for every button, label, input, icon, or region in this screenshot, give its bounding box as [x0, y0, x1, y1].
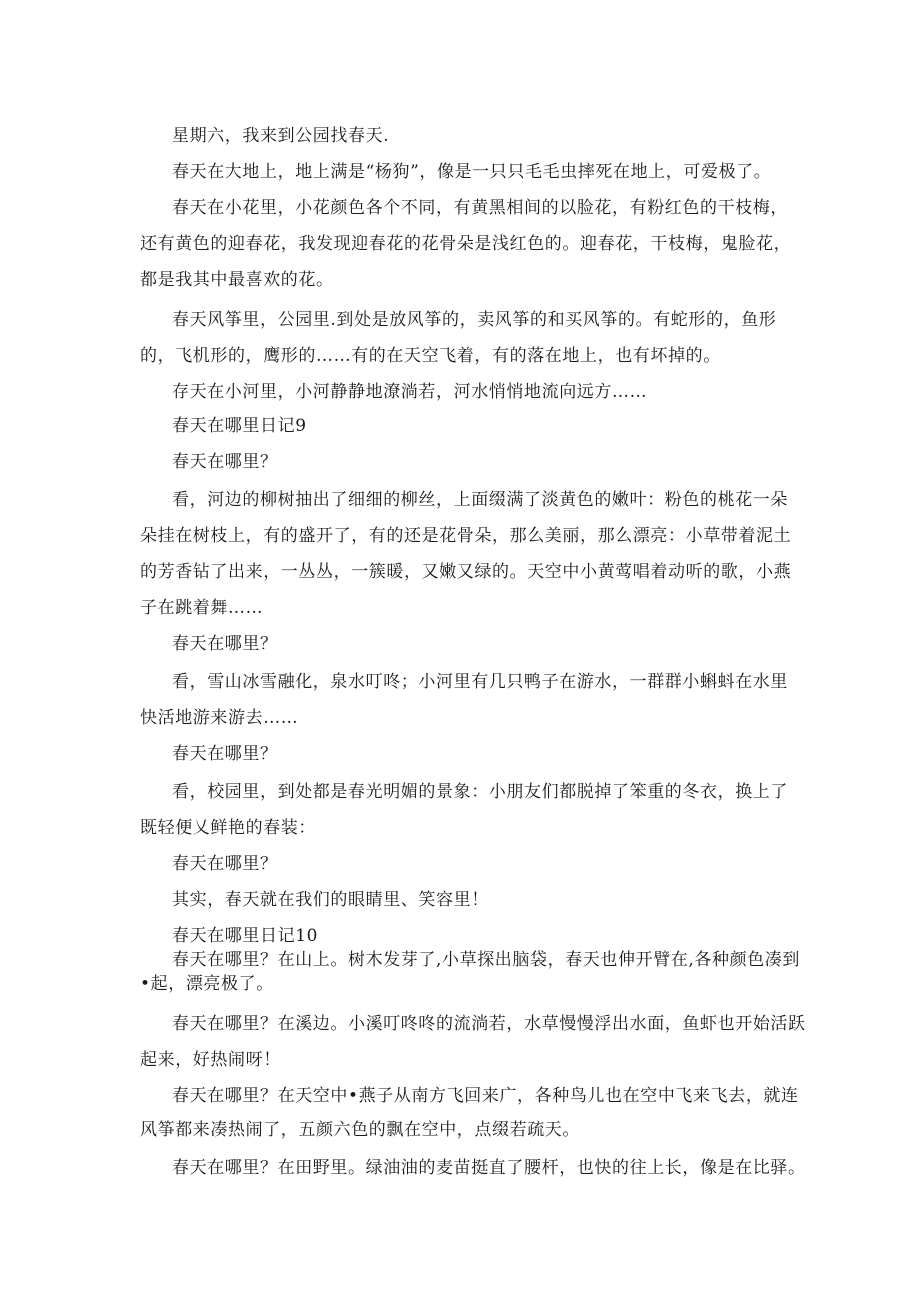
text-line: 春天在哪里？: [172, 744, 278, 764]
text-line: 春天在哪里？: [172, 634, 278, 654]
text-line: 春天在小花里，小花颜色各个不同，有黄黑相间的以脸花，有粉红色的干枝梅，: [172, 198, 788, 218]
text-line: 春天在哪里？在天空中•燕子从南方飞回来广，各种鸟儿也在空中飞来飞去，就连: [172, 1086, 799, 1106]
text-line: 既轻便乂鲜艳的春装：: [140, 818, 316, 838]
text-line: 其实，春天就在我们的眼睛里、笑容里！: [172, 890, 489, 910]
text-line: 的，飞机形的，鹰形的……有的在天空飞着，有的落在地上，也有坏掉的。: [140, 346, 721, 366]
text-line: 春天在哪里？: [172, 452, 278, 472]
text-line: 存天在小河里，小河静静地潦淌若，河水悄悄地流向远方……: [172, 382, 648, 402]
text-line: 快活地游来游去……: [140, 708, 299, 728]
text-line: 朵挂在树枝上，有的盛开了，有的还是花骨朵，那么美丽，那么漂亮：小草带着泥土: [140, 526, 792, 546]
text-line: 星期六，我来到公园找春天.: [172, 126, 390, 146]
diary-title: 春天在哪里日记9: [172, 416, 307, 436]
text-line: 春天在哪里？在山上。树木发芽了,小草探出脑袋，春天也伸开臂在,各种颜色凑到: [172, 950, 801, 970]
text-line: 春天在哪里？在田野里。绿油油的麦苗挺直了腰杆，也快的往上长，像是在比驿。: [172, 1158, 806, 1178]
diary-title: 春天在哪里日记10: [172, 926, 319, 946]
text-line: 春天在大地上，地上满是“杨狗”，像是一只只毛毛虫摔死在地上，可爱极了。: [172, 162, 772, 182]
text-line: 春天在哪里？在溪边。小溪叮咚咚的流淌若，水草慢慢浮出水面，鱼虾也开始活跃: [172, 1014, 806, 1034]
text-line: 子在跳着舞……: [140, 598, 264, 618]
text-line: 起来，好热闹呀！: [140, 1050, 281, 1070]
text-line: 春天风筝里，公园里.到处是放风筝的，卖风筝的和买风筝的。有蛇形的，鱼形: [172, 310, 777, 330]
text-line: 风筝都来凑热闹了，五颜六色的飘在空中，点缀若疏天。: [140, 1120, 580, 1140]
text-line: 的芳香钻了出来，一丛丛，一簇暖，又嫩又绿的。天空中小黄莺唱着动听的歌，小燕: [140, 562, 792, 582]
text-line: 看，雪山冰雪融化，泉水叮咚；小河里有几只鸭子在游水，一群群小蝌蚪在水里: [172, 672, 788, 692]
text-line: 都是我其中最喜欢的花。: [140, 270, 334, 290]
text-line: 春天在哪里？: [172, 854, 278, 874]
text-line: 看，校园里，到处都是春光明媚的景象：小朋友们都脱掉了笨重的冬衣，换上了: [172, 782, 788, 802]
text-line: 看，河边的柳树抽出了细细的柳丝，上面缀满了淡黄色的嫩叶：粉色的桃花一朵: [172, 490, 788, 510]
text-line: •起，漂亮极了。: [140, 974, 274, 994]
text-line: 还有黄色的迎春花，我发现迎春花的花骨朵是浅红色的。迎春花，干枝梅，鬼脸花，: [140, 234, 792, 254]
